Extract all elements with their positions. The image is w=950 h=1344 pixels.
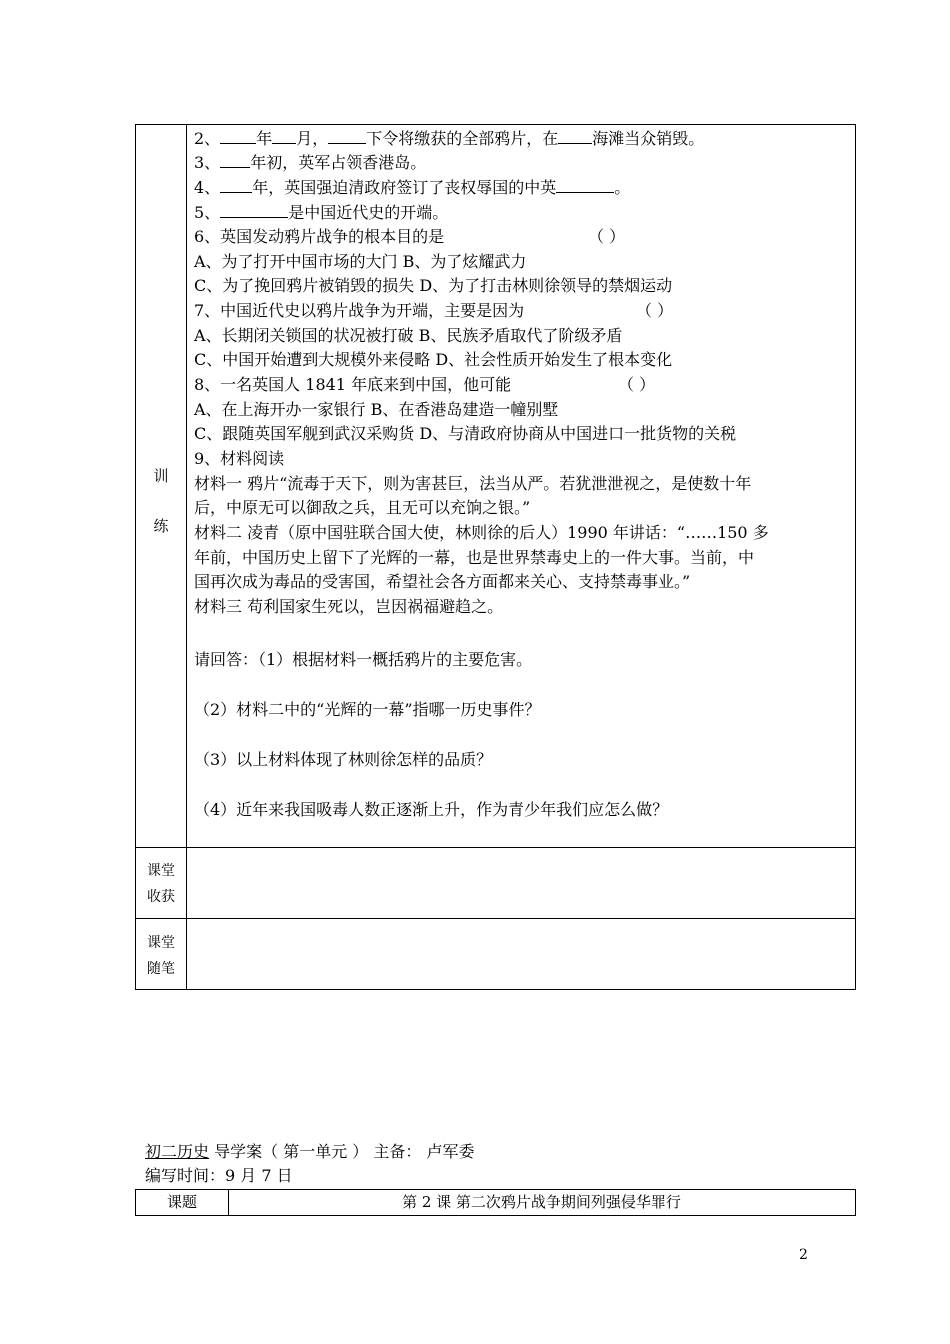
question-8-paren: （ ） — [618, 375, 656, 394]
answer-prompt-3: （3）以上材料体现了林则徐怎样的品质？ — [194, 750, 493, 769]
question-5: 5、 是中国近代史的开端。 — [194, 203, 449, 222]
question-7-option-cd: C、中国开始遭到大规模外来侵略 D、社会性质开始发生了根本变化 — [194, 350, 673, 369]
label-notes-2: 随笔 — [147, 961, 175, 977]
question-6-paren: （ ） — [588, 227, 626, 246]
material-2-line-3: 国再次成为毒品的受害国，希望社会各方面都来关心、支持禁毒事业。” — [194, 572, 691, 591]
lesson-title-table — [135, 1189, 856, 1216]
next-page-header — [145, 1141, 474, 1163]
row-divider — [136, 847, 855, 848]
page-number: 2 — [799, 1247, 808, 1263]
question-9-stem: 9、材料阅读 — [194, 449, 285, 468]
material-3: 材料三 苟利国家生死以，岂因祸福避趋之。 — [194, 597, 504, 616]
answer-prompt-2: （2）材料二中的“光辉的一幕”指哪一历史事件？ — [194, 700, 541, 719]
question-8-option-cd: C、跟随英国军舰到武汉采购货 D、与清政府协商从中国进口一批货物的关税 — [194, 424, 737, 443]
label-harvest-1: 课堂 — [147, 863, 175, 879]
question-6-option-cd: C、为了挽回鸦片被销毁的损失 D、为了打击林则徐领导的禁烟运动 — [194, 276, 673, 295]
question-4: 4、 年，英国强迫清政府签订了丧权辱国的中英 。 — [194, 178, 631, 197]
question-6-stem: 6、英国发动鸦片战争的根本目的是 — [194, 227, 445, 246]
label-training-bottom: 练 — [153, 517, 169, 535]
material-1-line-2: 后，中原无可以御敌之兵，且无可以充饷之银。” — [194, 498, 531, 517]
material-2-line-1: 材料二 凌青（原中国驻联合国大使，林则徐的后人）1990 年讲话：“……150 多 — [194, 523, 769, 542]
question-7-paren: （ ） — [636, 301, 674, 320]
question-8-stem: 8、一名英国人 1841 年底来到中国，他可能 — [194, 375, 512, 394]
training-table — [135, 124, 856, 990]
lesson-label: 课题 — [136, 1190, 229, 1215]
label-notes-1: 课堂 — [147, 935, 175, 951]
subject-name: 初二历史 — [145, 1142, 210, 1161]
row-divider — [136, 918, 855, 919]
lesson-title: 第 2 课 第二次鸦片战争期间列强侵华罪行 — [402, 1193, 681, 1211]
question-3: 3、 年初，英军占领香港岛。 — [194, 153, 427, 172]
question-2: 2、 年 月， 下令将缴获的全部鸦片，在 海滩当众销毁。 — [194, 129, 705, 148]
label-training-top: 训 — [153, 467, 169, 485]
question-6-option-ab: A、为了打开中国市场的大门 B、为了炫耀武力 — [194, 252, 527, 271]
material-1-line-1: 材料一 鸦片“流毒于天下，则为害甚巨，法当从严。若犹泄泄视之，是使数十年 — [194, 474, 752, 493]
question-8-option-ab: A、在上海开办一家银行 B、在香港岛建造一幢别墅 — [194, 400, 559, 419]
answer-prompt-4: （4）近年来我国吸毒人数正逐渐上升，作为青少年我们应怎么做？ — [194, 800, 669, 819]
label-harvest-2: 收获 — [147, 889, 175, 905]
question-7-option-ab: A、长期闭关锁国的状况被打破 B、民族矛盾取代了阶级矛盾 — [194, 326, 623, 345]
material-2-line-2: 年前，中国历史上留下了光辉的一幕，也是世界禁毒史上的一件大事。当前，中 — [194, 548, 755, 567]
question-7-stem: 7、中国近代史以鸦片战争为开端，主要是因为 — [194, 301, 525, 320]
answer-prompt-1: 请回答：（1）根据材料一概括鸦片的主要危害。 — [194, 650, 533, 669]
doc-type: 导学案（ 第一单元 ） 主备： 卢军委 — [209, 1142, 475, 1161]
written-time: 编写时间：9 月 7 日 — [145, 1166, 293, 1185]
